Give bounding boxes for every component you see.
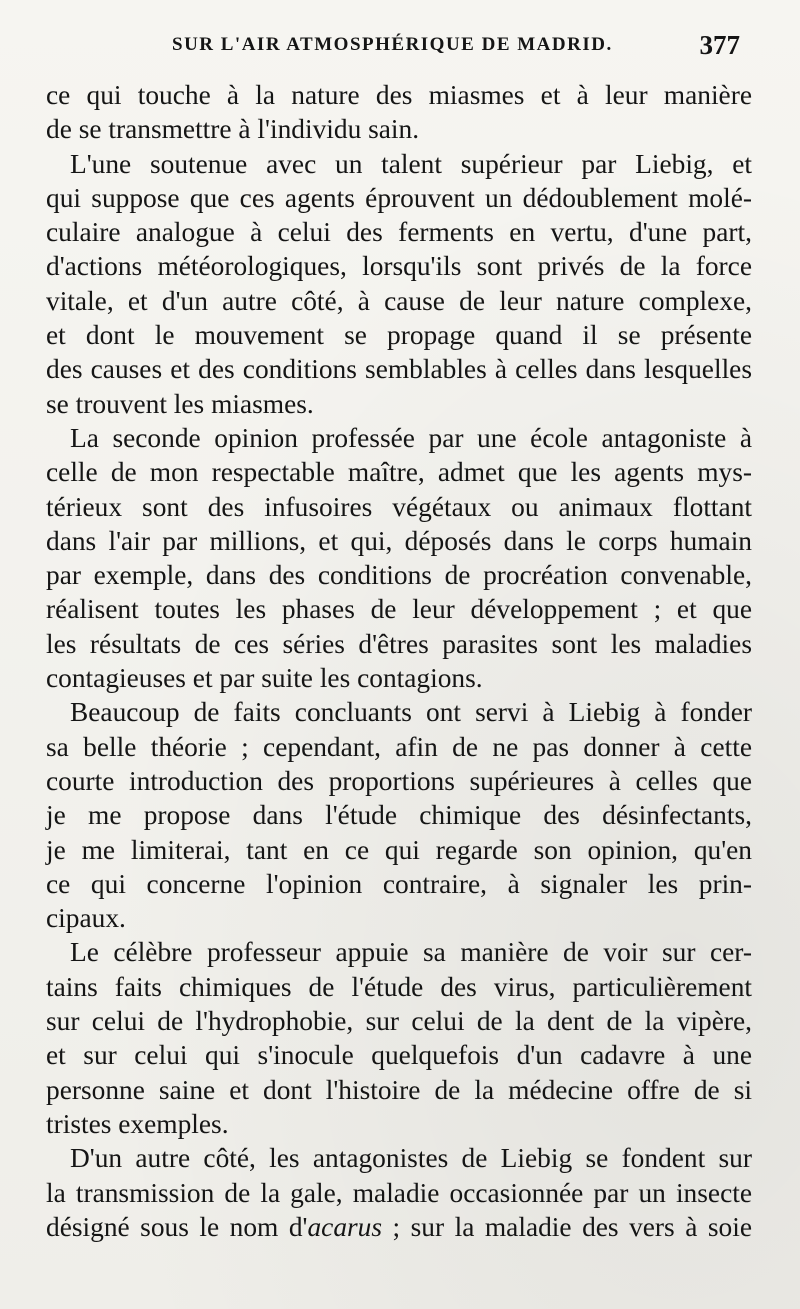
text-body xyxy=(46,78,752,1244)
text-line: culaire analogue à celui des ferments en vertu, d'une part, xyxy=(46,217,752,248)
text-line: de se transmettre à l'individu sain. xyxy=(46,114,420,145)
text-line: Beaucoup de faits concluants ont servi à Liebig à fonder xyxy=(70,697,752,728)
text-line: et sur celui qui s'inocule quelquefois d'un cadavre à une xyxy=(46,1040,752,1071)
running-title: SUR L'AIR ATMOSPHÉRIQUE DE MADRID. xyxy=(172,34,613,55)
text-line: et dont le mouvement se propage quand il se présente xyxy=(46,320,752,351)
text-line: contagieuses et par suite les contagions. xyxy=(46,663,483,694)
text-line: celle de mon respectable maître, admet que les agents mys- xyxy=(46,457,752,488)
paragraph-5 xyxy=(46,935,752,1141)
text-line: ce qui concerne l'opinion contraire, à signaler les prin- xyxy=(46,868,752,899)
paragraph-2 xyxy=(46,147,752,421)
text-line: qui suppose que ces agents éprouvent un dédoublement molé- xyxy=(46,182,752,213)
text-line: personne saine et dont l'histoire de la médecine offre de si xyxy=(46,1074,752,1105)
text-line: Le célèbre professeur appuie sa manière de voir sur cer- xyxy=(70,937,752,968)
text-line: D'un autre côté, les antagonistes de Liebig se fondent sur xyxy=(70,1143,752,1174)
italic-term: acarus xyxy=(307,1211,383,1242)
paragraph-3 xyxy=(46,421,752,695)
text-line: la transmission de la gale, maladie occasionnée par un insecte xyxy=(46,1177,752,1208)
text-line: vitale, et d'un autre côté, à cause de leur nature complexe, xyxy=(46,285,752,316)
paragraph-1 xyxy=(46,78,752,147)
text-line: sa belle théorie ; cependant, afin de ne pas donner à cette xyxy=(46,731,752,762)
text-line: je me limiterai, tant en ce qui regarde son opinion, qu'en xyxy=(46,834,752,865)
text-line: cipaux. xyxy=(46,903,126,934)
text-line: térieux sont des infusoires végétaux ou animaux flottant xyxy=(46,491,752,522)
page-number: 377 xyxy=(699,30,740,60)
text-line: courte introduction des proportions supérieures à celles que xyxy=(46,765,752,796)
text-line: sur celui de l'hydrophobie, sur celui de la dent de la vipère, xyxy=(46,1006,752,1037)
text-line: d'actions météorologiques, lorsqu'ils sont privés de la force xyxy=(46,251,752,282)
text-line: se trouvent les miasmes. xyxy=(46,388,314,419)
text-line: tristes exemples. xyxy=(46,1108,229,1139)
text-line-with-italic xyxy=(46,1210,752,1244)
text-fragment: désigné sous le nom d' xyxy=(46,1211,308,1242)
paragraph-4 xyxy=(46,695,752,935)
text-line: des causes et des conditions semblables à celles dans lesquelles xyxy=(46,354,752,385)
text-line: dans l'air par millions, et qui, déposés dans le corps humain xyxy=(46,525,752,556)
text-line: ce qui touche à la nature des miasmes et à leur manière xyxy=(46,80,752,110)
paragraph-6 xyxy=(46,1141,752,1244)
text-line: L'une soutenue avec un talent supérieur par Liebig, et xyxy=(70,148,752,179)
text-line: tains faits chimiques de l'étude des virus, particulièrement xyxy=(46,971,752,1002)
text-line: par exemple, dans des conditions de procréation convenable, xyxy=(46,560,752,591)
running-head xyxy=(60,30,740,74)
text-fragment: ; sur la maladie des vers à soie xyxy=(382,1211,752,1242)
text-line: réalisent toutes les phases de leur développement ; et que xyxy=(46,594,752,625)
text-line: La seconde opinion professée par une école antagoniste à xyxy=(70,422,752,453)
text-line: je me propose dans l'étude chimique des désinfectants, xyxy=(46,800,752,831)
text-line: les résultats de ces séries d'êtres parasites sont les maladies xyxy=(46,628,752,659)
